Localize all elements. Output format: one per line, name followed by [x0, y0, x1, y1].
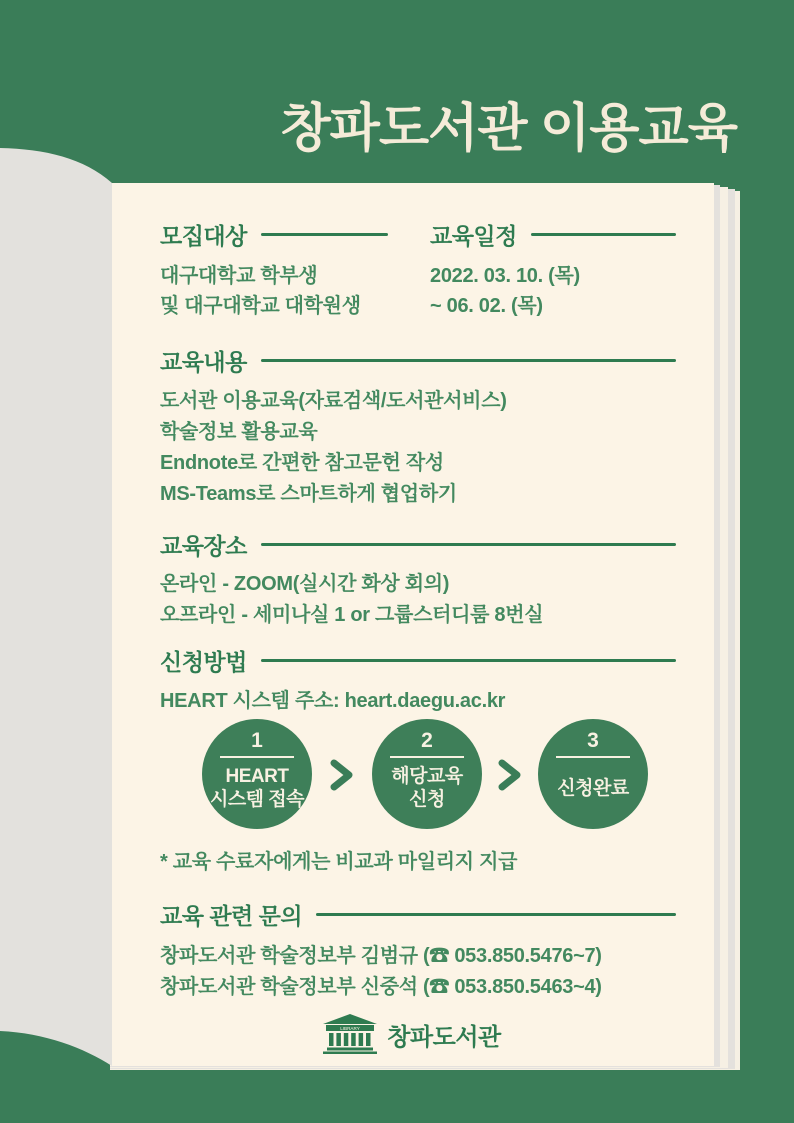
mileage-note [160, 847, 517, 877]
svg-text:LIBRARY: LIBRARY [340, 1026, 361, 1031]
contact-line: 창파도서관 학술정보부 김범규 (☎ 053.850.5476~7) [160, 945, 602, 967]
schedule-heading-row [430, 218, 676, 251]
contact-heading: 교육 관련 문의 [160, 903, 303, 929]
step-label-line: 시스템 접속 [209, 789, 305, 810]
library-building-icon [323, 1014, 377, 1054]
library-name: 창파도서관 [387, 1023, 501, 1051]
apply-step-1 [202, 719, 312, 829]
location-heading-row [160, 528, 676, 561]
content-item: MS-Teams로 스마트하게 협업하기 [160, 483, 457, 505]
step-divider [220, 756, 294, 758]
apply-step-3 [538, 719, 648, 829]
footer-logo [110, 1014, 714, 1054]
schedule-line: 2022. 03. 10. (목) [430, 265, 580, 287]
content-item: 도서관 이용교육(자료검색/도서관서비스) [160, 390, 507, 412]
step-label-line: 신청 [409, 789, 445, 810]
content-heading: 교육내용 [160, 349, 247, 375]
content-item: Endnote로 간편한 참고문헌 작성 [160, 452, 444, 474]
apply-heading-row [160, 644, 676, 677]
section-contact [160, 898, 676, 1003]
content-item: 학술정보 활용교육 [160, 421, 318, 443]
apply-heading: 신청방법 [160, 649, 247, 675]
heart-system-address: HEART 시스템 주소: heart.daegu.ac.kr [160, 690, 506, 712]
content-heading-row [160, 344, 676, 377]
step-number: 1 [251, 729, 263, 752]
contact-heading-rule [316, 913, 676, 916]
step-number: 3 [587, 729, 599, 752]
section-location [160, 528, 676, 631]
target-heading: 모집대상 [160, 223, 247, 249]
target-heading-row [160, 218, 388, 251]
content-items [160, 386, 676, 510]
chevron-right-icon [330, 758, 354, 797]
contact-heading-row [160, 898, 676, 931]
location-items [160, 569, 676, 631]
location-item: 온라인 - ZOOM(실시간 화상 회의) [160, 573, 450, 595]
step-label-line: 해당교육 [391, 766, 463, 787]
schedule-line: ~ 06. 02. (목) [430, 295, 543, 317]
poster-title: 창파도서관 이용교육 [280, 100, 737, 158]
section-content [160, 344, 676, 510]
target-line: 및 대구대학교 대학원생 [160, 295, 361, 317]
step-label [372, 762, 482, 814]
apply-address [160, 686, 676, 716]
location-heading-rule [261, 543, 676, 546]
chevron-right-icon [498, 758, 522, 797]
schedule-lines [430, 261, 676, 321]
location-item: 오프라인 - 세미나실 1 or 그룹스터디룸 8번실 [160, 604, 544, 626]
section-target-schedule [160, 218, 676, 321]
step-label-line: HEART [225, 766, 289, 787]
schedule-column [430, 218, 676, 321]
book-left-page [0, 140, 112, 1066]
contact-line: 창파도서관 학술정보부 신중석 (☎ 053.850.5463~4) [160, 976, 602, 998]
target-lines [160, 261, 388, 321]
schedule-heading-rule [531, 233, 676, 236]
location-heading: 교육장소 [160, 533, 247, 559]
mileage-note-text: * 교육 수료자에게는 비교과 마일리지 지급 [160, 851, 518, 873]
step-label [538, 762, 648, 814]
content-heading-rule [261, 359, 676, 362]
target-column [160, 218, 388, 321]
contact-lines [160, 941, 676, 1003]
step-number: 2 [421, 729, 433, 752]
step-label [202, 762, 312, 814]
section-apply [160, 644, 676, 716]
apply-heading-rule [261, 659, 676, 662]
target-line: 대구대학교 학부생 [160, 265, 318, 287]
step-divider [390, 756, 464, 758]
step-divider [556, 756, 630, 758]
schedule-heading: 교육일정 [430, 223, 517, 249]
step-label-line: 신청완료 [557, 777, 629, 799]
apply-step-2 [372, 719, 482, 829]
target-heading-rule [261, 233, 388, 236]
